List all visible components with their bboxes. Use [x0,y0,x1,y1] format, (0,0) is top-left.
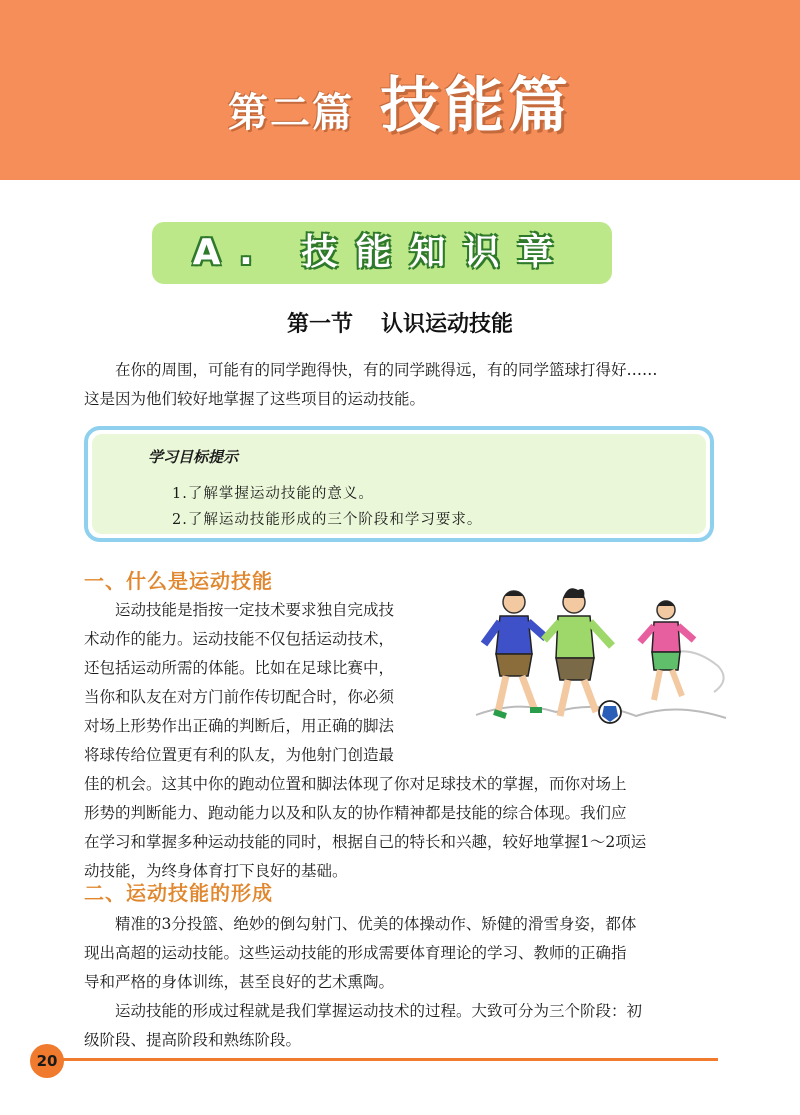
player-blue [484,591,546,716]
footer-rule [58,1058,718,1061]
player-green [544,588,612,716]
part1-line: 形势的判断能力、跑动能力以及和队友的协作精神都是技能的综合体现。我们应 [84,804,627,822]
heading-what-is-skill: 一、什么是运动技能 [84,569,273,593]
part2-line: 级阶段、提高阶段和熟练阶段。 [84,1031,302,1049]
part2-line: 运动技能的形成过程就是我们掌握运动技术的过程。大致可分为三个阶段：初 [115,1002,643,1020]
part2-line: 导和严格的身体训练，甚至良好的艺术熏陶。 [84,973,395,991]
section-title [0,307,800,338]
part2-line: 精准的3分投篮、绝妙的倒勾射门、优美的体操动作、矫健的滑雪身姿，都体 [115,915,637,933]
learning-goals-title: 学习目标提示 [148,448,239,466]
part1-line: 术动作的能力。运动技能不仅包括运动技术， [84,630,395,648]
heading-skill-formation: 二、运动技能的形成 [84,881,273,905]
section-name: 认识运动技能 [381,312,514,337]
part-name: 技能篇 [380,71,572,141]
part1-line: 佳的机会。这其中你的跑动位置和脚法体现了你对足球技术的掌握，而你对场上 [84,775,627,793]
part1-line: 在学习和掌握多种运动技能的同时，根据自己的特长和兴趣，较好地掌握1～2项运 [84,833,647,851]
part1-line: 将球传给位置更有利的队友，为他射门创造最 [84,746,395,764]
section-number: 第一节 [286,312,353,337]
learning-goal-item: 1.了解掌握运动技能的意义。 [172,486,374,502]
intro-line-2: 这是因为他们较好地掌握了这些项目的运动技能。 [84,390,426,408]
part1-line: 当你和队友在对方门前作传切配合时，你必须 [84,688,395,706]
part1-line: 对场上形势作出正确的判断后，用正确的脚法 [84,717,395,735]
part2-line: 现出高超的运动技能。这些运动技能的形成需要体育理论的学习、教师的正确指 [84,944,627,962]
part1-line: 运动技能是指按一定技术要求独自完成技 [115,601,395,619]
learning-goal-item: 2.了解运动技能形成的三个阶段和学习要求。 [172,512,483,528]
chapter-title: A. 技能知识章 [192,232,572,273]
page-number: 20 [30,1044,64,1078]
part-title [0,58,800,144]
part1-line: 动技能，为终身体育打下良好的基础。 [84,862,348,880]
part-label: 第二篇 [228,90,354,136]
soccer-players-illustration [456,580,736,740]
intro-line-1: 在你的周围，可能有的同学跑得快，有的同学跳得远，有的同学篮球打得好…… [115,361,658,379]
part1-line: 还包括运动所需的体能。比如在足球比赛中， [84,659,395,677]
